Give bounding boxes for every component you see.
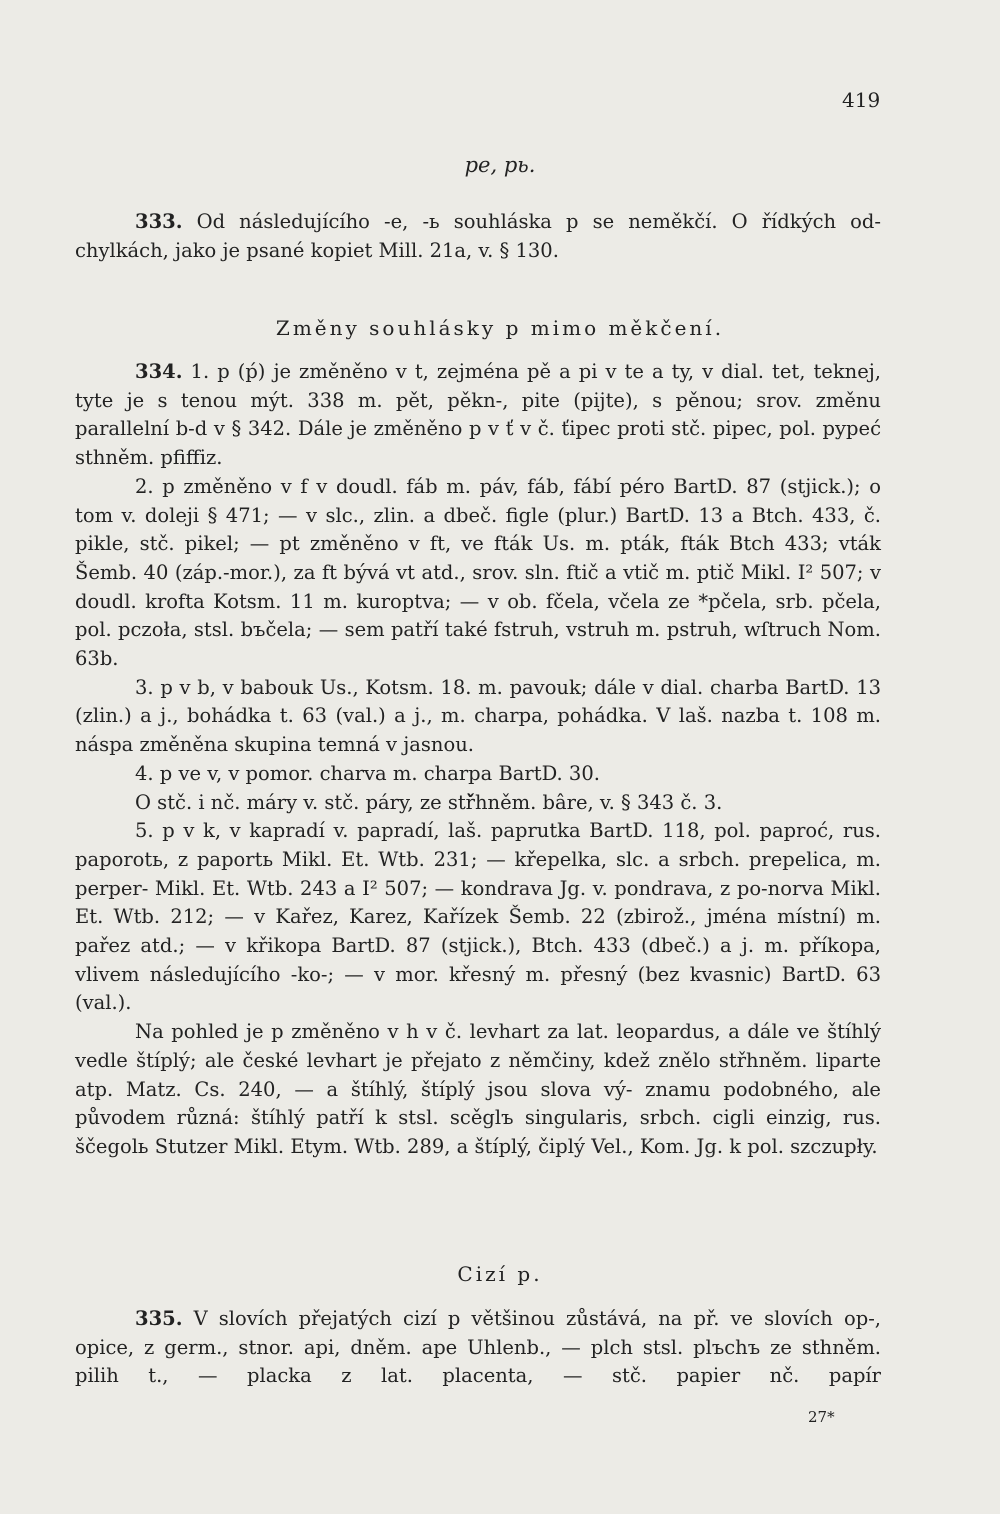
paragraph (75, 473, 881, 674)
signature-mark: 27* (808, 1408, 835, 1426)
section-334 (75, 358, 881, 1162)
section-number: 333. (135, 210, 183, 233)
text-line: 4. p ve v, v pomor. charva m. charpa BartD. 30. (135, 761, 600, 785)
text-line: nazba t. 108 m. náspa změněna skupina temná v jasnou. (75, 704, 882, 757)
paragraph (75, 358, 881, 473)
section-333 (75, 208, 881, 265)
text-line: O stč. i nč. máry v. stč. páry, ze stř̌hněm. bâre, v. § 343 č. 3. (135, 790, 723, 814)
text-line: pták, fták Btch 433; vták Šemb. 40 (záp.-mor.), za ft bývá vt atd., srov. (75, 532, 882, 584)
section-335 (75, 1305, 881, 1391)
text-line: Na pohled je p změněno v h v č. levhart za lat. leopardus, a dále (135, 1020, 790, 1044)
text-line: čiplý Vel., Kom. Jg. k pol. szczupły. (538, 1134, 878, 1158)
text-line: sem patří také fstruh, vstruh m. pstruh, wſtruch Nom. 63b. (75, 618, 881, 671)
text-line: BartD. 13 (zlin.) a j., bohádka t. 63 (val.) a j., m. charpa, pohádka. V laš. (75, 675, 882, 728)
text-line: v mor. křesný m. přesný (bez kvasnic) BartD. 63 (val.). (75, 962, 881, 1015)
section-number: 334. (135, 360, 183, 383)
text-line: (stjick.), Btch. 433 (dbeč.) a j. m. příkopa, vlivem následujícího -ko-; — (75, 934, 881, 986)
text-line: (stjick.); o tom v. doleji § 471; — v slc., zlin. a dbeč. figle (plur.) BartD. (75, 474, 881, 527)
running-head: pe, pь. (464, 153, 536, 177)
text-line: 2. p změněno v f v doudl. fáb m. páv, fáb, fábí péro BartD. 87 (135, 474, 772, 498)
text-line: sln. ftič a vtič m. ptič Mikl. I² 507; v doudl. krofta Kotsm. 11 m. kuroptva; (75, 560, 882, 613)
text-line: prepelica, m. perper- Mikl. Et. Wtb. 243 a I² 507; — kondrava Jg. v. (75, 847, 881, 900)
text-line: střhněm. liparte atp. Matz. Cs. 240, — a štíhlý, štíplý jsou slova vý- (75, 1048, 881, 1101)
text-line: proti stč. pipec, pol. pypeć sthněm. pfiffiz. (75, 417, 882, 470)
section-heading: Změny souhlásky p mimo měkčení. (275, 316, 725, 340)
page-number: 419 (842, 88, 881, 112)
text-line: teknej, tyte je s tenou mýt. 338 m. pět, pěkn-, pite (pijte), s pěnou; (75, 360, 882, 412)
text-line: srov. změnu parallelní b-d v § 342. Dále je změněno p v ť v č. ťipec (75, 388, 881, 441)
text-line: Od následujícího -e, -ь souhláska p se neměkčí. O řídkých od- (196, 210, 881, 233)
text-line: V slovích přejatých cizí p většinou zůstává, na př. ve slovích (193, 1307, 833, 1330)
text-line: 3. p v b, v babouk Us., Kotsm. 18. m. pavouk; dále v dial. charba (135, 675, 779, 699)
text-line: ze sthněm. pilih t., — placka z lat. placenta, — stč. papier nč. papír (75, 1335, 882, 1388)
text-line: Šemb. 22 (zbirož., jména místní) m. pařez atd.; — v křikopa BartD. 87 (75, 905, 882, 958)
text-line: op-, opice, z germ., stnor. api, dněm. ape Uhlenb., — plch stsl. plъchъ (75, 1307, 881, 1359)
text-line: 5. p v k, v kapradí v. papradí, laš. paprutka BartD. 118, pol. paproć, (135, 819, 835, 843)
text-line: 13 a Btch. 433, č. pikle, stč. pikel; — pt změněno v ft, ve fták Us. m. (75, 503, 881, 556)
text-line: — v ob. fčela, včela ze *pčela, srb. pčela, pol. pczoła, stsl. bъčela; — (75, 589, 881, 642)
paragraph (75, 674, 881, 760)
paragraph (75, 817, 881, 1018)
text-line: chylkách, jako je psané kopiet Mill. 21a, v. § 130. (75, 238, 559, 262)
text-line: znamu podobného, ale původem různá: štíhlý patří k stsl. scěglъ singularis, (75, 1077, 881, 1130)
text-line: rus. paporotь, z paportь Mikl. Et. Wtb. 231; — křepelka, slc. a srbch. (75, 819, 881, 871)
paragraph (75, 1018, 881, 1162)
section-heading: Cizí p. (457, 1262, 543, 1286)
text-line: 1. p (ṕ) je změněno v t, zejména pě a pi v te a ty, v dial. tet, (190, 360, 806, 383)
section-number: 335. (135, 1307, 183, 1330)
text-line: srbch. cigli einzig, rus. ščegolь Stutzer Mikl. Etym. Wtb. 289, a štíplý, (75, 1106, 882, 1158)
text-line: ve štíhlý vedle štíplý; ale české levhart je přejato z němčiny, kdež znělo (75, 1020, 881, 1072)
paragraph (75, 789, 881, 818)
paragraph (75, 760, 881, 789)
text-line: pondrava, z po-norva Mikl. Et. Wtb. 212; — v Kařez, Karez, Kařízek (75, 876, 881, 929)
